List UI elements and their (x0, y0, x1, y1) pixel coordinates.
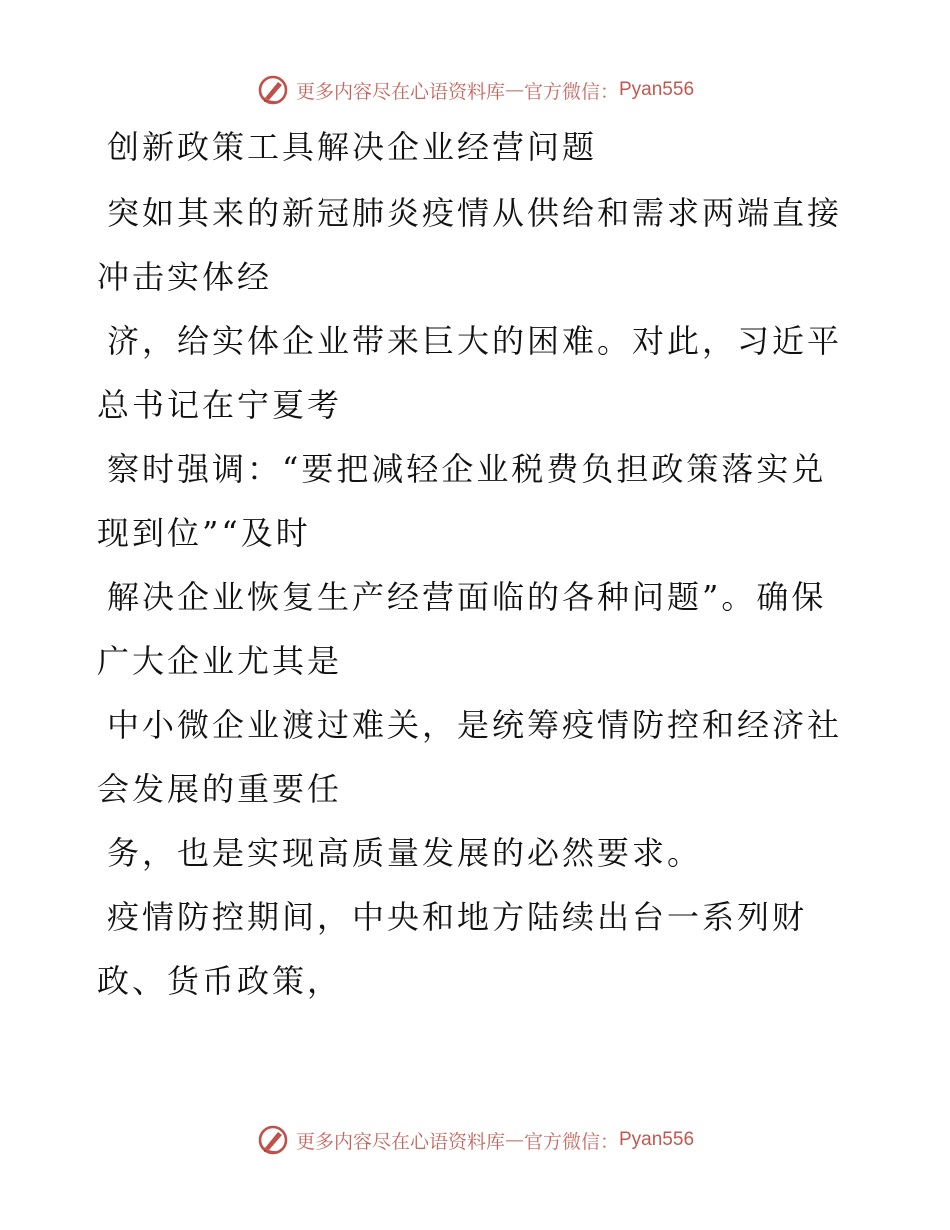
title-text: 创新政策工具解决企业经营问题 (107, 128, 598, 166)
paragraph (97, 565, 857, 693)
paragraph-line: 总书记在宁夏考 (97, 386, 343, 424)
pen-logo-icon (256, 1123, 290, 1157)
document-title (97, 115, 857, 181)
paragraph (97, 821, 857, 885)
pen-logo-icon (256, 73, 290, 107)
paragraph-line: 济，给实体企业带来巨大的困难。对此，习近平 (107, 322, 843, 360)
banner-separator: — (504, 1129, 524, 1151)
banner-wechat-label: 官方微信： (523, 80, 619, 103)
paragraph (97, 437, 857, 565)
banner-main-text: 更多内容尽在心语资料库 (295, 1130, 505, 1153)
banner-wechat-id: Pyan556 (619, 1129, 695, 1150)
document-body (97, 115, 857, 1013)
paragraph (97, 693, 857, 821)
paragraph-line: 解决企业恢复生产经营面临的各种问题”。确保 (107, 578, 827, 616)
paragraph-line: 现到位”“及时 (97, 514, 311, 552)
banner-wechat-label: 官方微信： (523, 1130, 619, 1153)
paragraph-line: 政、货币政策， (97, 962, 343, 1000)
paragraph-line: 察时强调：“要把减轻企业税费负担政策落实兑 (107, 450, 827, 488)
paragraph-line: 中小微企业渡过难关，是统筹疫情防控和经济社 (107, 706, 843, 744)
header-watermark-banner (0, 70, 950, 110)
banner-separator: — (504, 79, 524, 101)
paragraph (97, 885, 857, 1013)
banner-wechat-id: Pyan556 (619, 79, 695, 100)
paragraph (97, 181, 857, 309)
paragraph-line: 疫情防控期间，中央和地方陆续出台一系列财 (107, 898, 808, 936)
banner-main-text: 更多内容尽在心语资料库 (295, 80, 505, 103)
paragraph (97, 309, 857, 437)
paragraph-line: 广大企业尤其是 (97, 642, 343, 680)
paragraph-line: 突如其来的新冠肺炎疫情从供给和需求两端直接 (107, 194, 843, 232)
paragraph-line: 务，也是实现高质量发展的必然要求。 (107, 834, 703, 872)
footer-watermark-banner (0, 1120, 950, 1160)
paragraph-line: 会发展的重要任 (97, 770, 343, 808)
paragraph-line: 冲击实体经 (97, 258, 273, 296)
